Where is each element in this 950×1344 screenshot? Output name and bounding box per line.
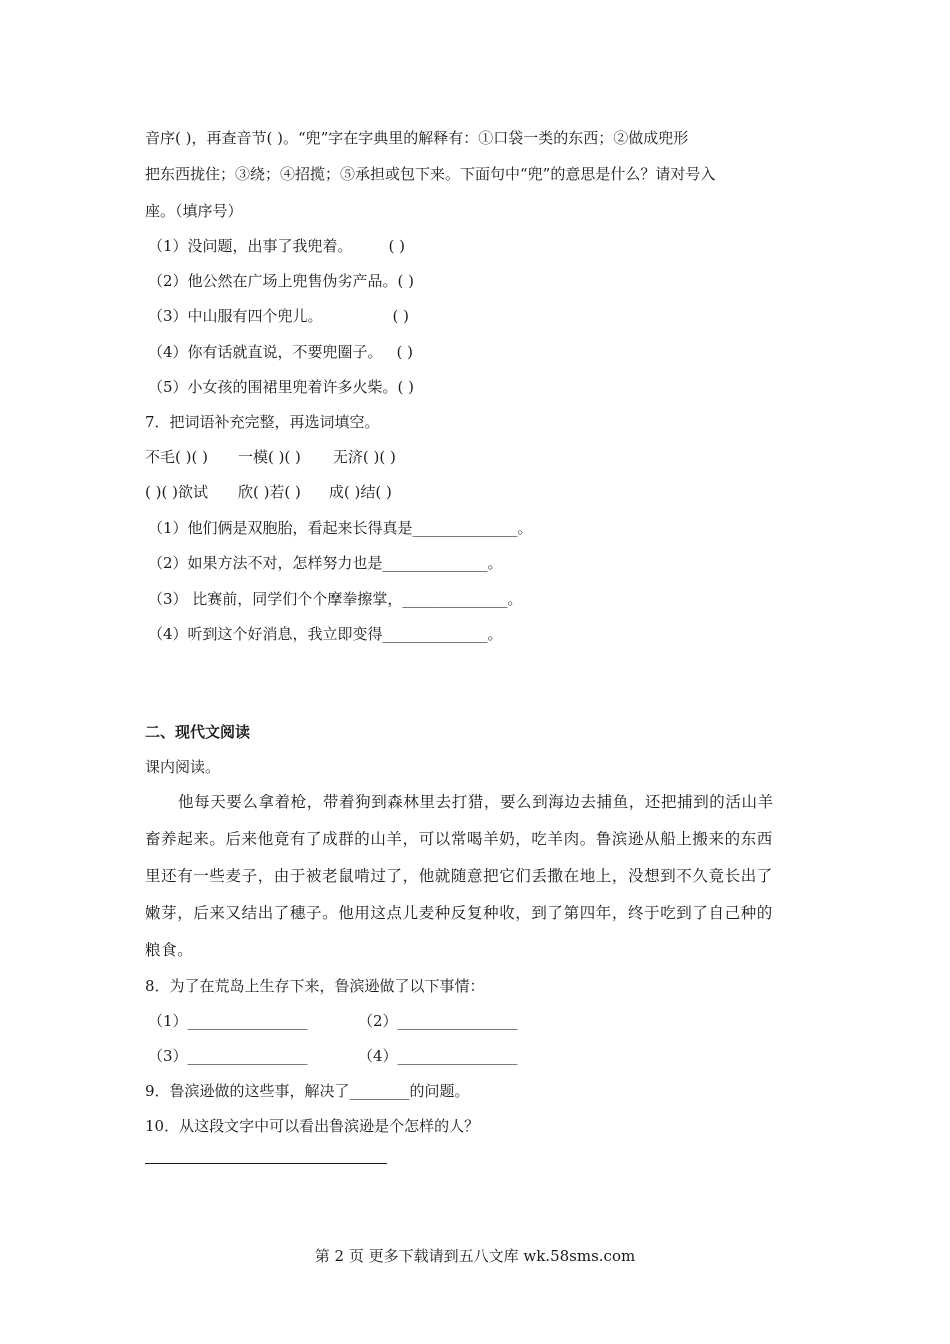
q8-blank-4[interactable]: （4）________________ [358,1047,518,1065]
q6-item-4 [148,342,413,362]
q7-word-row-1 [145,447,396,467]
answer-paren[interactable]: ( ) [388,237,406,255]
q8-blank-2[interactable]: （2）________________ [358,1012,518,1030]
q6-item-text: （2）他公然在广场上兜售伪劣产品。 [148,272,398,290]
q8-title: 8．为了在荒岛上生存下来，鲁滨逊做了以下事情： [145,977,485,995]
q10-text: 10．从这段文字中可以看出鲁滨逊是个怎样的人？ [145,1117,480,1135]
q8-blank-3[interactable]: （3）________________ [148,1047,308,1065]
reading-intro: 课内阅读。 [145,758,221,776]
q6-text-line-3: 座。（填序号） [145,202,243,220]
word-fill[interactable]: 成( )结( ) [328,483,392,501]
q6-item-5 [148,377,414,397]
q7-word-row-2 [145,482,392,502]
answer-paren[interactable]: ( ) [397,378,415,396]
q6-item-text: （1）没问题，出事了我兜着。 [148,237,353,255]
q6-item-text: （5）小女孩的围裙里兜着许多火柴。 [148,378,398,396]
q7-title: 7．把词语补充完整，再选词填空。 [145,413,380,431]
word-fill[interactable]: 一模( )( ) [237,448,301,466]
word-fill[interactable]: 不毛( )( ) [145,448,208,466]
passage-line-1: 他每天要么拿着枪，带着狗到森林里去打猎，要么到海边去捕鱼，还把捕到的活山羊 [178,793,774,811]
answer-paren[interactable]: ( ) [397,272,415,290]
q6-text-line-1: 音序( )，再查音节( )。“兜”字在字典里的解释有：①口袋一类的东西；②做成兜形 [145,129,689,147]
q7-item-1[interactable]: （1）他们俩是双胞胎，看起来长得真是______________。 [148,519,533,537]
q7-item-4[interactable]: （4）听到这个好消息，我立即变得______________。 [148,625,503,643]
word-fill[interactable]: 无济( )( ) [332,448,396,466]
q6-item-2 [148,271,414,291]
answer-paren[interactable]: ( ) [392,307,410,325]
q7-item-2[interactable]: （2）如果方法不对，怎样努力也是______________。 [148,554,503,572]
passage-line-2: 畜养起来。后来他竟有了成群的山羊，可以常喝羊奶，吃羊肉。鲁滨逊从船上搬来的东西 [145,830,773,848]
q7-item-3[interactable]: （3） 比赛前，同学们个个摩拳擦掌，______________。 [148,590,523,608]
answer-paren[interactable]: ( ) [396,343,414,361]
passage-line-4: 嫩芽，后来又结出了穗子。他用这点儿麦种反复种收，到了第四年，终于吃到了自己种的 [145,904,773,922]
q6-item-3 [148,306,409,326]
word-fill[interactable]: ( )( )欲试 [145,483,208,501]
page-footer: 第 2 页 更多下载请到五八文库 wk.58sms.com [314,1247,636,1265]
q6-item-1 [148,236,405,256]
passage-line-5: 粮食。 [145,941,194,959]
q6-item-text: （3）中山服有四个兜儿。 [148,307,323,325]
q9-text[interactable]: 9．鲁滨逊做的这些事，解决了________的问题。 [145,1082,470,1100]
section-heading: 二、现代文阅读 [145,723,251,741]
q10-answer-line[interactable] [145,1163,387,1164]
q8-blank-1[interactable]: （1）________________ [148,1012,308,1030]
q6-text-line-2: 把东西拢住；③绕；④招揽；⑤承担或包下来。下面句中“兜”的意思是什么？请对号入 [145,165,716,183]
passage-line-3: 里还有一些麦子，由于被老鼠啃过了，他就随意把它们丢撒在地上，没想到不久竟长出了 [145,867,773,885]
q6-item-text: （4）你有话就直说，不要兜圈子。 [148,343,383,361]
word-fill[interactable]: 欣( )若( ) [237,483,301,501]
